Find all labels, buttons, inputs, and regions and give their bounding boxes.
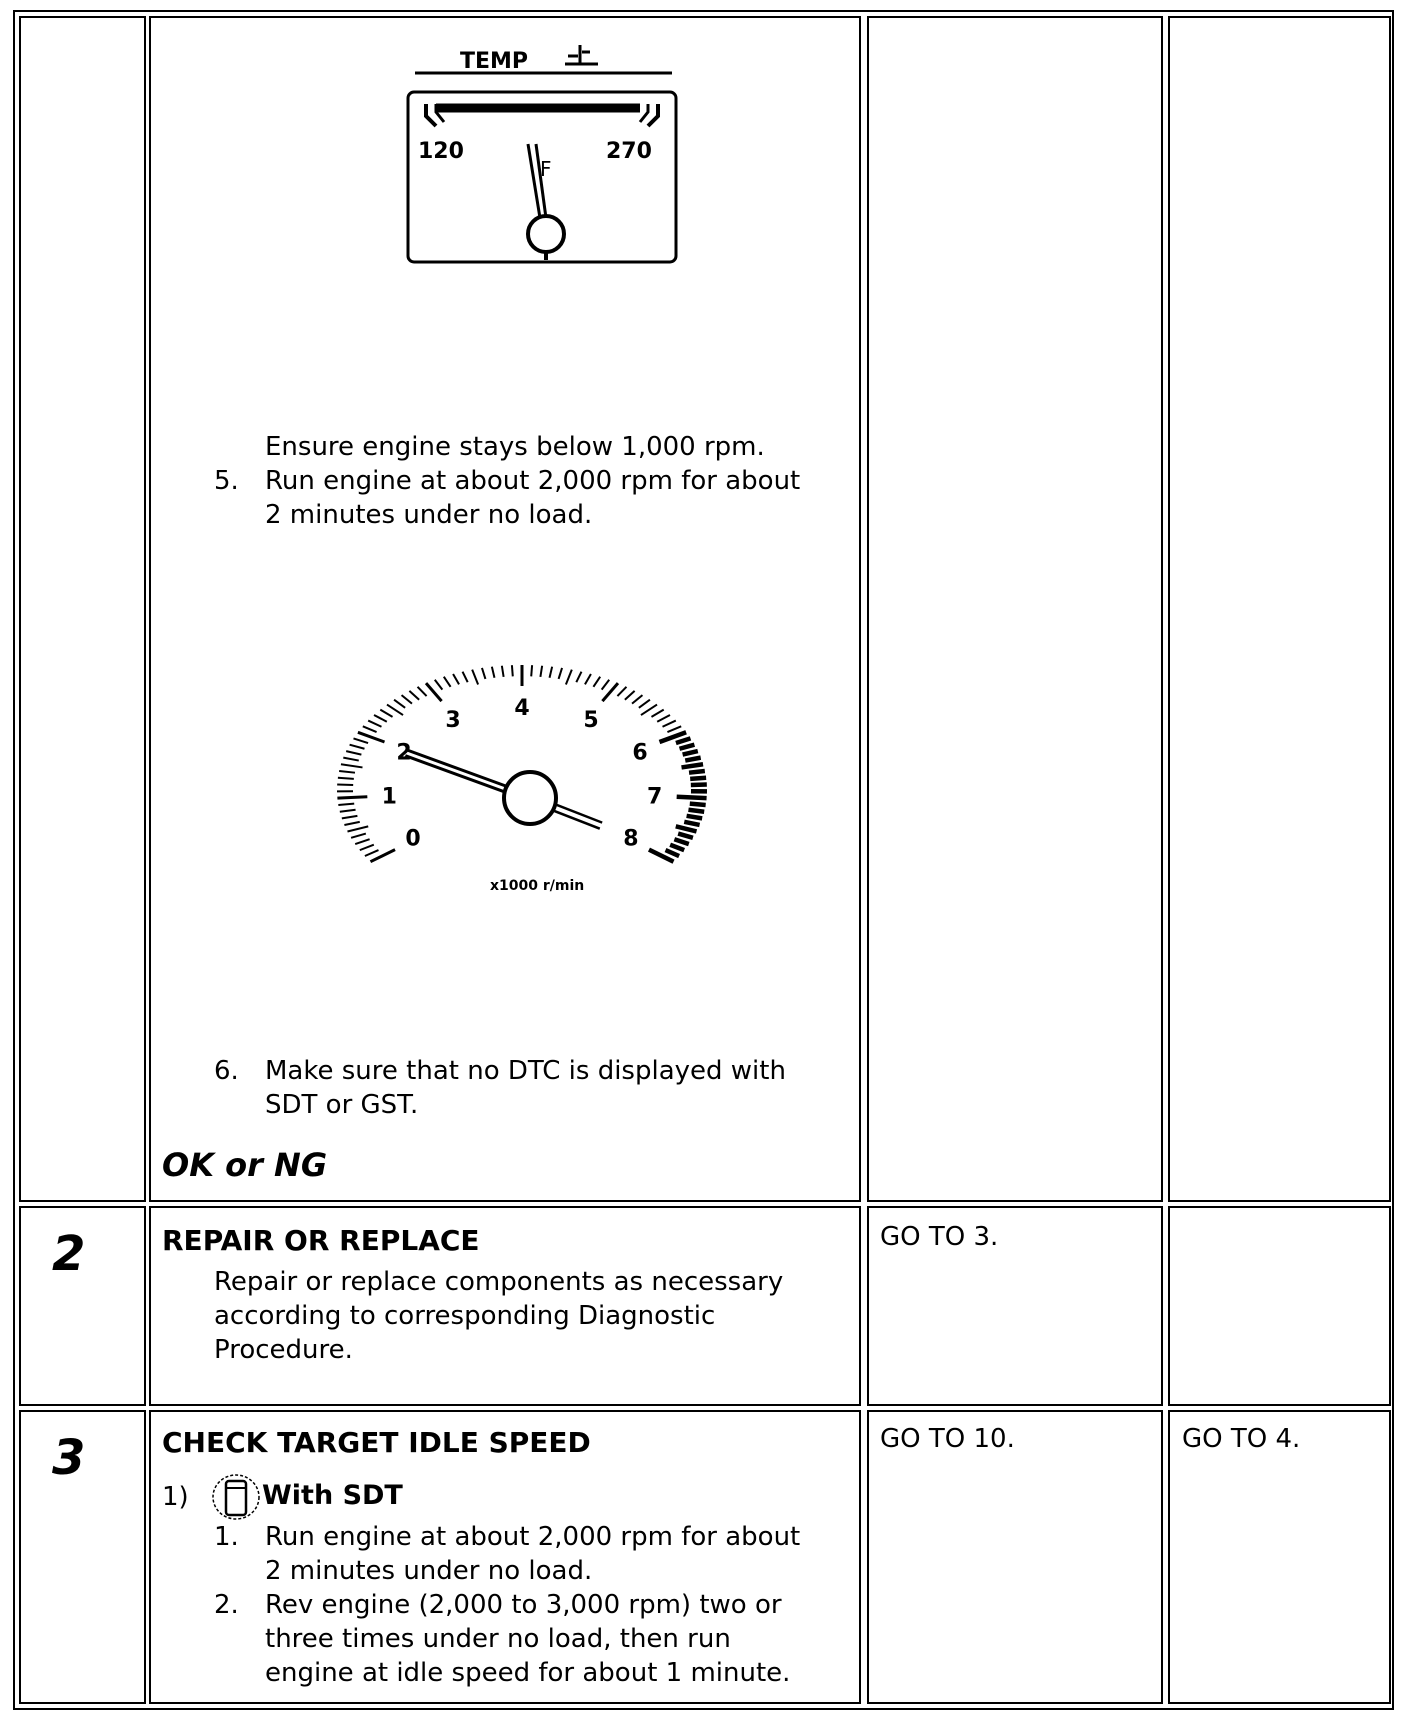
tachometer-unit-label: x1000 r/min xyxy=(490,878,585,894)
tachometer-tick xyxy=(687,816,703,819)
row3-ng-cell xyxy=(1168,1410,1391,1704)
tachometer-tick xyxy=(550,667,553,678)
tachometer-tick xyxy=(492,667,495,678)
tachometer-tick xyxy=(677,797,707,798)
temp-gauge-figure xyxy=(400,40,690,270)
tachometer-scale-label: 4 xyxy=(514,696,530,721)
tachometer-tick xyxy=(639,700,650,708)
row3-step1-number: 1. xyxy=(214,1522,239,1552)
tachometer-tick xyxy=(435,680,443,690)
row3-step2-line-3: engine at idle speed for about 1 minute. xyxy=(265,1658,791,1688)
tachometer-tick xyxy=(365,850,379,856)
tachometer-tick xyxy=(444,677,451,687)
step5-number: 5. xyxy=(214,466,239,496)
row2-line-1: Repair or replace components as necessary xyxy=(214,1267,784,1297)
step5-line-1: Run engine at about 2,000 rpm for about xyxy=(265,466,801,496)
tachometer-tick xyxy=(593,677,600,687)
tachometer-tick xyxy=(674,839,688,844)
tachometer-tick xyxy=(602,680,610,690)
tachometer-tick xyxy=(531,665,532,676)
tachometer-tick xyxy=(341,764,363,767)
tachometer-tick xyxy=(566,670,572,685)
temp-min-label: 120 xyxy=(418,139,464,164)
temp-symbol-icon xyxy=(565,45,598,64)
row2-ng-cell xyxy=(1168,1206,1391,1406)
tachometer-tick xyxy=(344,822,359,825)
tachometer-tick xyxy=(360,845,374,850)
row1-ng-cell xyxy=(1168,16,1391,1202)
tachometer-tick xyxy=(346,751,361,754)
tachometer-ticks xyxy=(337,665,707,862)
tachometer-tick xyxy=(350,745,365,749)
tachometer-tick xyxy=(690,778,706,779)
step6-line-2: SDT or GST. xyxy=(265,1090,419,1120)
row3-title: CHECK TARGET IDLE SPEED xyxy=(162,1426,591,1459)
row3-step2-line-1: Rev engine (2,000 to 3,000 rpm) two or xyxy=(265,1590,782,1620)
tachometer-tick xyxy=(670,845,684,850)
tachometer-tick xyxy=(680,745,695,749)
tachometer-tick xyxy=(502,666,504,677)
tachometer-tick xyxy=(355,839,369,844)
row1-line-ensure: Ensure engine stays below 1,000 rpm. xyxy=(265,432,765,462)
temp-gauge-label: TEMP xyxy=(460,49,529,74)
step5-line-2: 2 minutes under no load. xyxy=(265,500,593,530)
tachometer-tick xyxy=(689,771,705,773)
tachometer-tick xyxy=(418,687,427,696)
tachometer-tick xyxy=(690,804,706,805)
tachometer-tick xyxy=(387,705,403,716)
row3-ok-cell xyxy=(867,1410,1163,1704)
tachometer-tick xyxy=(625,691,635,700)
row3-step2-number: 2. xyxy=(214,1590,239,1620)
tachometer-tick xyxy=(482,668,485,679)
row2-title: REPAIR OR REPLACE xyxy=(162,1224,480,1257)
tachometer-tick xyxy=(368,721,381,727)
tachometer-tick xyxy=(394,700,405,708)
tachometer-tick xyxy=(617,687,626,696)
tachometer-tick xyxy=(585,674,591,684)
row3-ok-action: GO TO 10. xyxy=(880,1424,1015,1454)
tachometer-tick xyxy=(338,804,354,805)
tachometer-needle xyxy=(405,750,603,826)
tachometer-tick xyxy=(641,705,657,716)
tachometer-tick xyxy=(353,738,368,743)
tachometer-tick xyxy=(338,778,354,779)
tachometer-figure xyxy=(330,650,770,900)
tachometer-scale-label: 7 xyxy=(647,784,663,810)
row3-ng-action: GO TO 4. xyxy=(1182,1424,1301,1454)
tachometer-tick xyxy=(337,797,367,798)
tachometer-tick xyxy=(667,726,681,732)
tachometer-tick xyxy=(342,816,358,819)
row2-step-number: 2 xyxy=(52,1226,86,1282)
row3-step-number: 3 xyxy=(52,1430,86,1486)
tachometer-tick xyxy=(340,810,356,812)
row3-sub-title: With SDT xyxy=(262,1480,403,1511)
tachometer-tick xyxy=(512,665,513,676)
tachometer-tick xyxy=(351,834,366,838)
row2-ok-action: GO TO 3. xyxy=(880,1222,999,1252)
tachometer-tick xyxy=(363,726,377,732)
tachometer-tick xyxy=(678,834,693,838)
step6-line-1: Make sure that no DTC is displayed with xyxy=(265,1056,786,1086)
tachometer-tick xyxy=(463,672,468,683)
sdt-tool-icon xyxy=(210,1472,262,1522)
row3-step1-line-2: 2 minutes under no load. xyxy=(265,1556,593,1586)
tachometer-tick xyxy=(339,771,355,773)
tachometer-tick xyxy=(380,710,392,717)
tachometer-scale-label: 6 xyxy=(632,740,648,766)
tachometer-tick xyxy=(559,668,562,679)
row3-step2-line-2: three times under no load, then run xyxy=(265,1624,731,1654)
tachometer-tick xyxy=(666,850,680,856)
tachometer-tick xyxy=(576,672,581,683)
row1-step-cell xyxy=(19,16,146,1202)
tachometer-tick xyxy=(632,695,642,704)
tachometer-tick xyxy=(343,758,358,761)
tachometer-tick xyxy=(663,721,676,727)
tachometer-scale-label: 1 xyxy=(381,784,397,810)
row2-line-2: according to corresponding Diagnostic xyxy=(214,1301,716,1331)
tachometer-tick xyxy=(657,715,670,722)
tachometer-tick xyxy=(347,826,368,831)
tachometer-tick xyxy=(374,715,387,722)
tachometer-tick xyxy=(409,691,419,700)
tachometer-scale-label: 3 xyxy=(445,708,461,734)
tachometer-tick xyxy=(683,751,698,754)
tachometer-scale-label: 8 xyxy=(623,826,639,852)
tachometer-tick xyxy=(472,670,478,685)
tachometer-tick xyxy=(676,738,691,743)
row2-line-3: Procedure. xyxy=(214,1335,353,1365)
ok-or-ng-question: OK or NG xyxy=(162,1146,328,1184)
temp-needle-mark: F xyxy=(540,157,552,181)
temp-max-label: 270 xyxy=(606,139,652,164)
row3-step1-line-1: Run engine at about 2,000 rpm for about xyxy=(265,1522,801,1552)
tachometer-tick xyxy=(540,666,542,677)
tachometer-tick xyxy=(682,764,704,767)
row1-ok-cell xyxy=(867,16,1163,1202)
tachometer-scale-label: 0 xyxy=(405,826,421,852)
tachometer-scale-label: 2 xyxy=(396,740,412,766)
tachometer-tick xyxy=(685,758,700,761)
row3-sub-number: 1) xyxy=(162,1482,189,1512)
tachometer-tick xyxy=(688,810,704,812)
tachometer-tick xyxy=(402,695,412,704)
tachometer-tick xyxy=(651,710,663,717)
tachometer-tick xyxy=(684,822,699,825)
tachometer-tick xyxy=(676,826,697,831)
tachometer-scale-label: 5 xyxy=(583,708,599,734)
tachometer-tick xyxy=(453,674,459,684)
step6-number: 6. xyxy=(214,1056,239,1086)
